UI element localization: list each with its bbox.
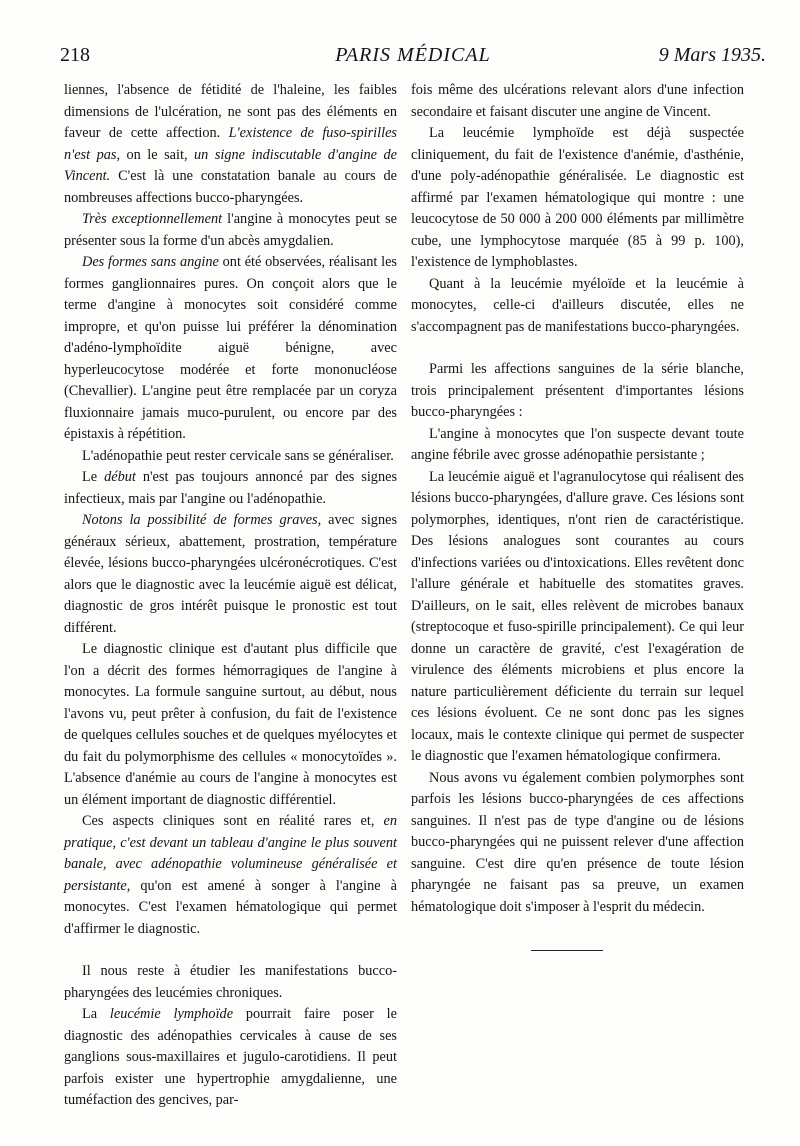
italic-text: leucémie lymphoïde (109, 1006, 234, 1022)
text-run: Ces aspects cliniques sont en réalité rares et, (82, 813, 384, 829)
page-number: 218 (60, 44, 90, 66)
text-run: avec signes généraux sérieux, abattement, prostration, température élevée, lésions bucco-pharyngées ulcéronécrotiques. C'est alors que le diagnostic avec la leucémie aiguë est délicat, diagnostic de gros intérêt puisque le pronostic est tout différent. (64, 512, 398, 636)
italic-text: début (104, 469, 136, 485)
text-run: n'est pas toujours annoncé par des signes infectieux, mais par l'angine ou l'adénopathie. (64, 469, 398, 507)
italic-text: un signe indiscutable d'angine de Vincent. (64, 146, 397, 184)
issue-date: 9 Mars 1935. (658, 44, 766, 66)
italic-text: Notons la possibilité de formes graves, (82, 512, 322, 528)
text-run: Parmi les affections sanguines de la série blanche, trois principalement présentent d'importantes lésions bucco-pharyngées : (411, 361, 744, 420)
text-run: Le (82, 469, 105, 485)
paragraph (411, 424, 744, 467)
italic-text: Très exceptionnellement (82, 211, 223, 227)
text-run: Le diagnostic clinique est d'autant plus difficile que l'on a décrit des formes hémorragiques de l'angine à monocytes. La formule sanguine surtout, au début, nous l'avons vu, peut prêter à confusion, du fait de l'existence de quelques cellules souches et de quelques myélocytes et du fait du polymorphisme des cellules « monocytoïdes ». L'absence d'anémie au cours de l'angine à monocytes est un élément important de diagnostic différentiel. (64, 641, 397, 808)
text-run: fois même des ulcérations relevant alors d'une infection secondaire et faisant discuter une angine de Vincent. (411, 82, 744, 120)
paragraph (64, 1004, 397, 1112)
paragraph (411, 123, 744, 274)
text-run: Il nous reste à étudier les manifestations bucco-pharyngées des leucémies chroniques. (64, 963, 397, 1001)
running-header (60, 44, 766, 74)
text-run: pourrait faire poser le diagnostic des adénopathies cervicales à cause de ses ganglions sous-maxillaires et jugulo-carotidiens. Il peut parfois exister une hypertrophie amygdalienne, une tuméfaction des gencives, par- (64, 1006, 398, 1108)
journal-title: PARIS MÉDICAL (335, 44, 491, 66)
text-run: La leucémie aiguë et l'agranulocytose qui réalisent des lésions bucco-pharyngées, d'allure grave. Ces lésions sont polymorphes, identiques, n'ont rien de caractéristique. Des lésions analogues sont courantes au cours d'infections variées ou d'intoxications. Elles revêtent donc l'allure générale et habituelle des stomatites graves. D'ailleurs, on le sait, elles relèvent de microbes banaux (streptocoque et fuso-spirille principalement). Ce qui leur donne un caractère de gravité, c'est l'exagération de virulence des éléments microbiens et plus encore la nature particulièrement déficiente du terrain sur lequel ces lésions évoluent. Ce ne sont donc pas les signes locaux, mais le contexte clinique qui permet de suspecter le diagnostic que l'examen hématologique confirmera. (411, 468, 744, 764)
text-run: L'adénopathie peut rester cervicale sans se généraliser. (82, 447, 394, 464)
paragraph (64, 811, 397, 940)
paragraph (64, 639, 397, 811)
paragraph (64, 961, 397, 1004)
paragraph (411, 768, 744, 919)
italic-text: Des formes sans angine (82, 254, 219, 270)
paragraph (64, 80, 397, 209)
italic-text: en pratique, c'est devant un tableau d'angine le plus souvent banale, avec adénopathie volumineuse généralisée et persistante, (64, 813, 397, 894)
text-run: ont été observées, réalisant les formes ganglionnaires pures. On conçoit alors que le terme d'angine à monocytes soit considéré comme impropre, et qu'on puisse lui préférer la dénomination d'adéno-lymphoïdite aiguë bénigne, avec hyperleucocytose modérée et forte mononucléose (Chevallier). L'angine peut être remplacée par un coryza fluxionnaire jamais muco-purulent, ou encore par des épistaxis à répétition. (64, 254, 397, 442)
paragraph (64, 446, 397, 468)
text-run: liennes, l'absence de fétidité de l'haleine, les faibles dimensions de l'ulcération, ne sont pas des éléments en faveur de cette affection. (64, 82, 397, 141)
text-run: L'angine à monocytes que l'on suspecte devant toute angine fébrile avec grosse adénopathie persistante ; (411, 425, 744, 463)
left-column (64, 80, 397, 1112)
text-run: on le sait, (120, 146, 195, 163)
paragraph (411, 80, 744, 123)
text-run: La (82, 1006, 110, 1022)
italic-text: L'existence de fuso-spirilles n'est pas, (64, 125, 397, 163)
paragraph (64, 467, 397, 510)
text-run: l'angine à monocytes peut se présenter sous la forme d'un abcès amygdalien. (64, 211, 397, 249)
text-run: qu'on est amené à songer à l'angine à monocytes. C'est l'examen hématologique qui permet d'affirmer le diagnostic. (64, 877, 397, 937)
text-run: Quant à la leucémie myéloïde et la leucémie à monocytes, celle-ci d'ailleurs discutée, elles ne s'accompagnent pas de manifestations bucco-pharyngées. (411, 275, 744, 335)
right-column (411, 80, 744, 951)
paragraph (411, 274, 744, 339)
text-run: Nous avons vu également combien polymorphes sont parfois les lésions bucco-pharyngées de ces affections sanguines. Il n'est pas de type d'angine ou de lésions bucco-pharyngées qui ne puissent relever d'une affection sanguine. C'est dire qu'en présence de toute lésion pharyngée ne faisant pas sa preuve, un examen hématologique doit s'imposer à l'esprit du médecin. (411, 769, 744, 915)
text-run: La leucémie lymphoïde est déjà suspectée cliniquement, du fait de l'existence d'anémie, d'asthénie, d'une poly-adénopathie généralisée. Le diagnostic est affirmé par l'examen hématologique qui montre : une leucocytose de 50 000 à 200 000 éléments par millimètre cube, une lymphocytose marquée (85 à 99 p. 100), l'existence de lymphoblastes. (411, 125, 744, 270)
paragraph (64, 510, 397, 639)
paragraph (64, 252, 397, 446)
text-run: C'est là une constatation banale au cours de nombreuses affections bucco-pharyngées. (64, 168, 397, 206)
paragraph (411, 359, 744, 424)
end-rule (531, 950, 603, 951)
paragraph (411, 467, 744, 768)
paragraph (64, 209, 397, 252)
